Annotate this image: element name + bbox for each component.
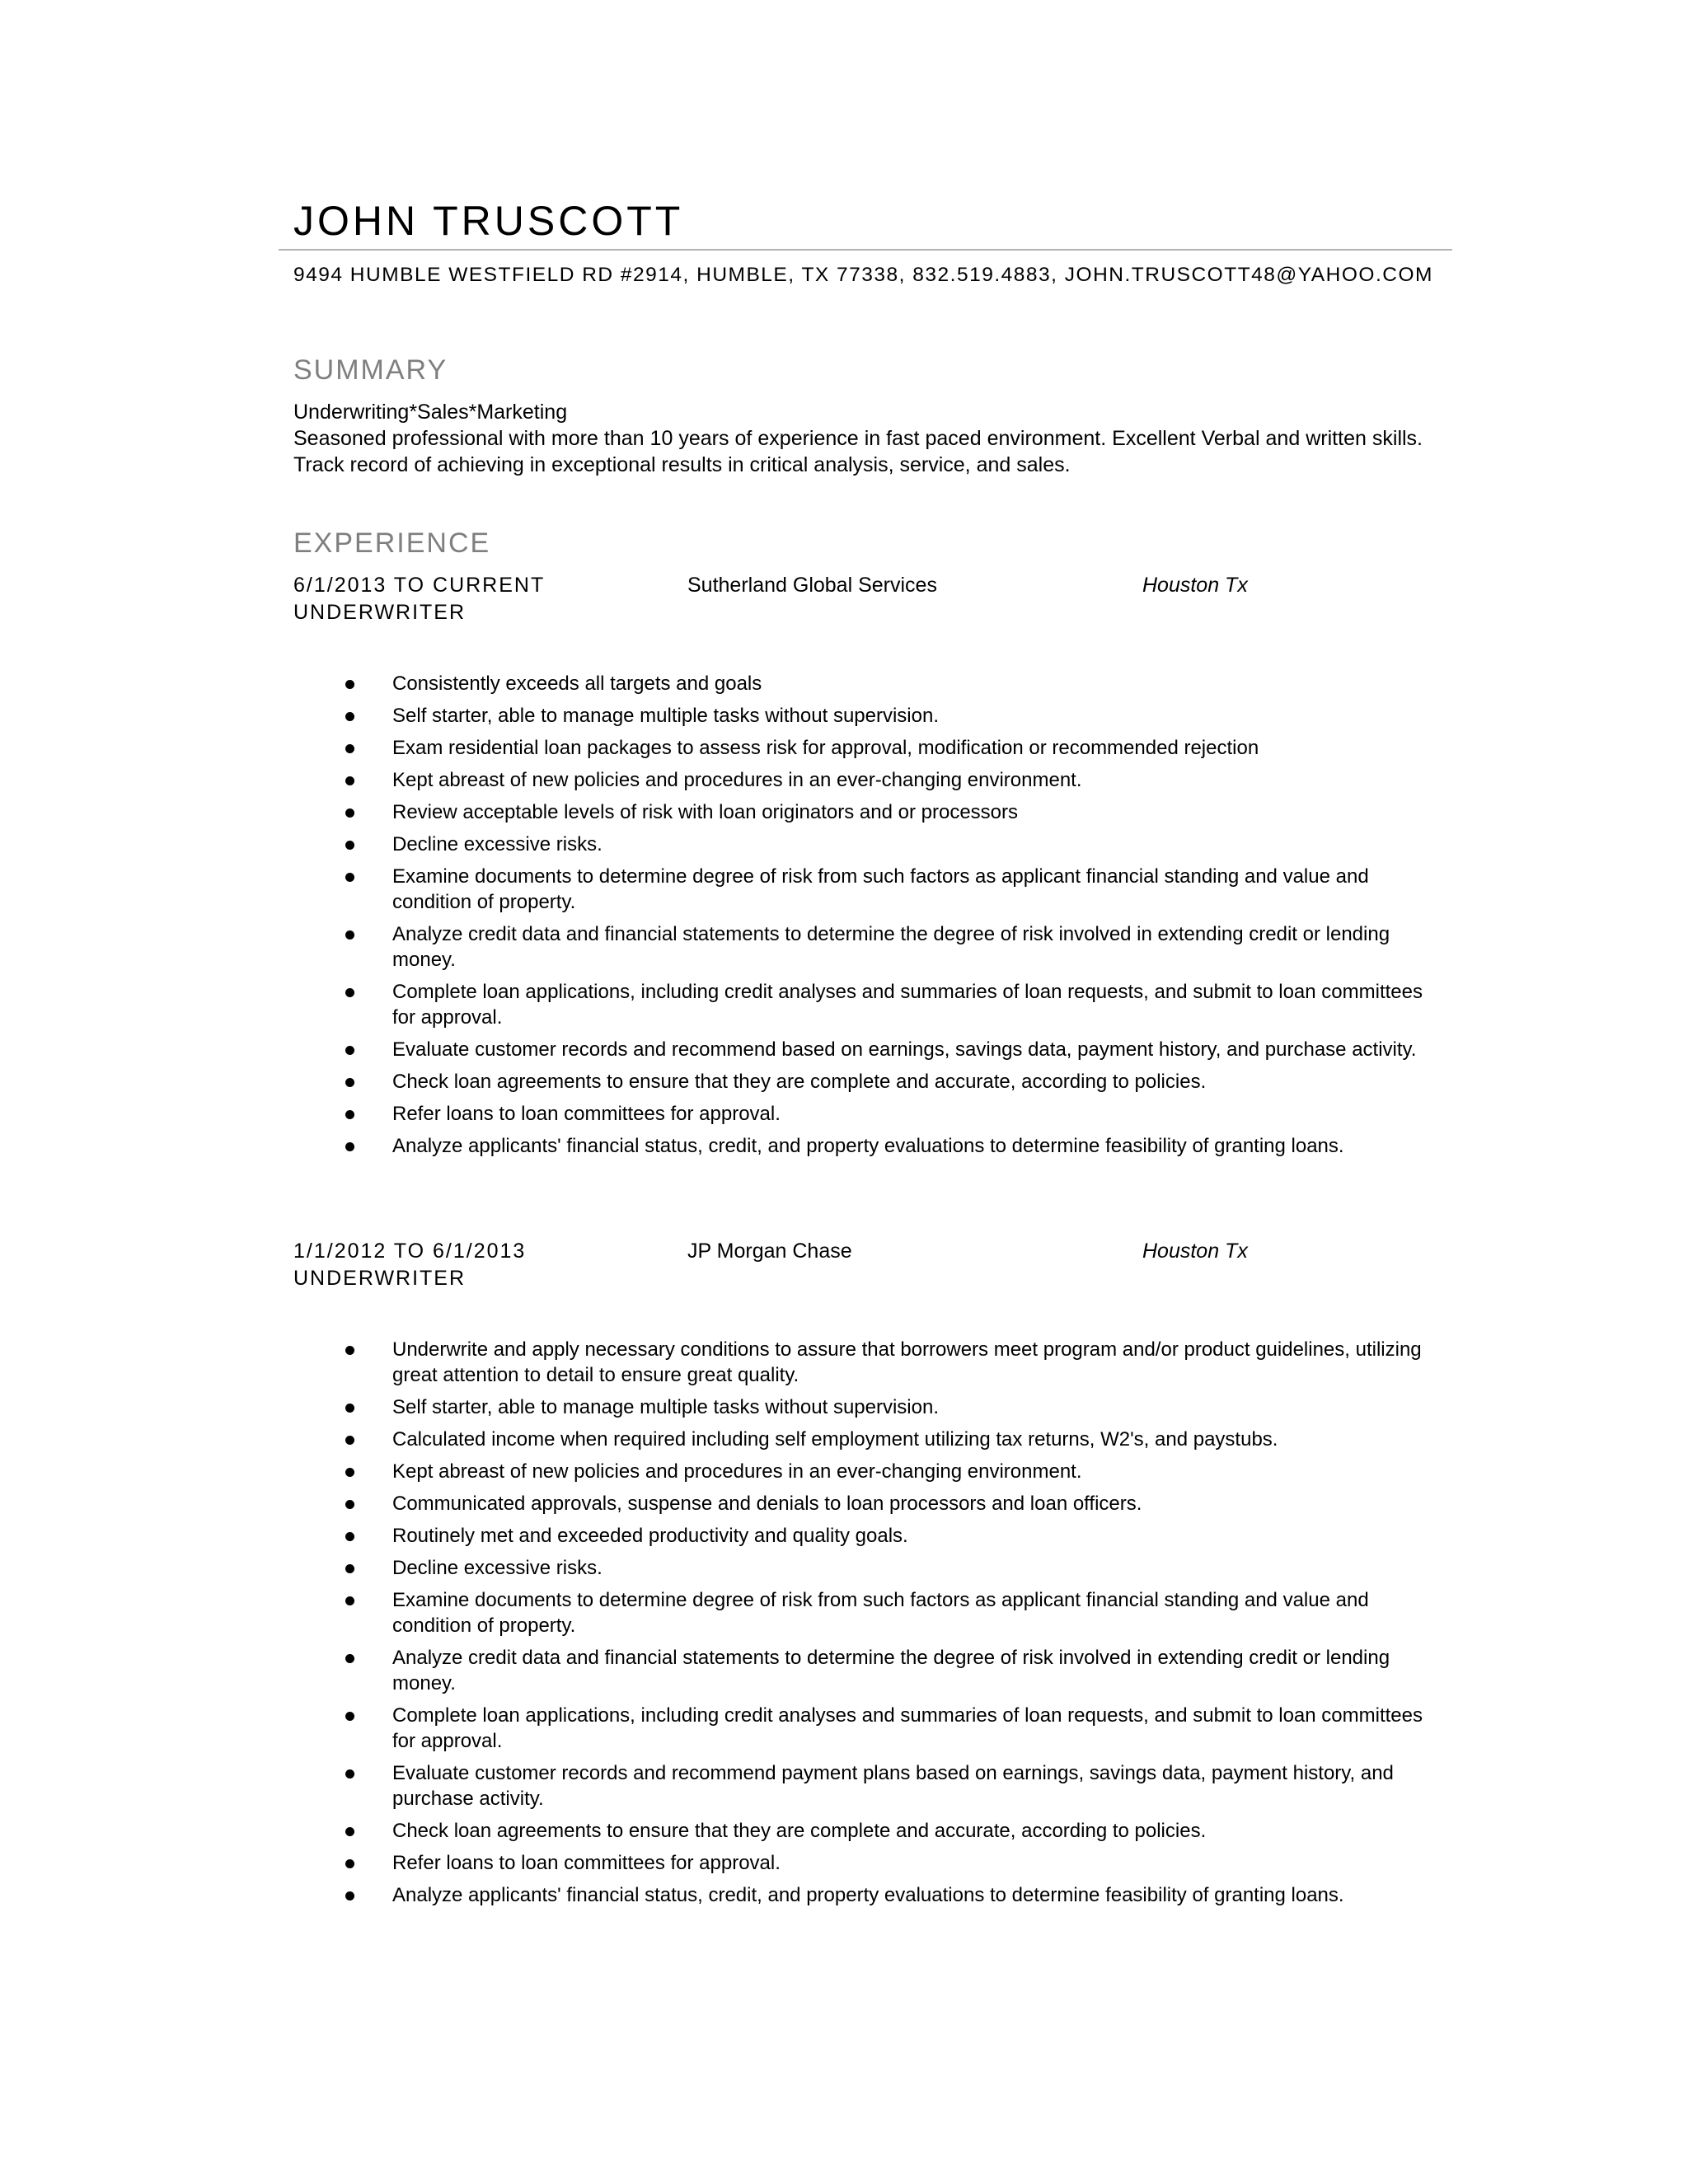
list-item [345,921,1441,972]
bullet-icon [345,1078,354,1087]
list-item [345,1587,1441,1638]
bullet-icon [345,1654,354,1663]
job-dates: 1/1/2012 TO 6/1/2013 [293,1240,527,1263]
list-item [345,1133,1441,1159]
job-company: Sutherland Global Services [687,574,937,597]
list-item-text: Routinely met and exceeded productivity and quality goals. [392,1525,908,1547]
list-item [345,671,1441,696]
bullet-icon [345,1046,354,1055]
bullet-icon [345,1532,354,1541]
list-item [345,1850,1441,1876]
job-header [293,572,1447,630]
summary-block [293,399,1423,478]
list-item-text: Underwrite and apply necessary conditions to assure that borrowers meet program and/or product guidelines, utilizing great attention to detail to ensure great quality. [392,1338,1422,1386]
job-title: UNDERWRITER [293,601,467,624]
list-item-text: Consistently exceeds all targets and goals [392,673,762,695]
job-duties-list [345,671,1441,1165]
list-item [345,1337,1441,1388]
list-item-text: Self starter, able to manage multiple tasks without supervision. [392,705,939,727]
list-item [345,1523,1441,1549]
list-item-text: Kept abreast of new policies and procedures in an ever-changing environment. [392,1460,1082,1483]
bullet-icon [345,930,354,940]
list-item [345,1882,1441,1908]
bullet-icon [345,988,354,997]
job-title: UNDERWRITER [293,1267,467,1290]
list-item-text: Review acceptable levels of risk with loan originators and or processors [392,801,1019,823]
header-divider [279,249,1452,251]
bullet-icon [345,841,354,850]
list-item [345,1760,1441,1811]
bullet-icon [345,1404,354,1413]
summary-tagline: Underwriting*Sales*Marketing [293,401,568,424]
list-item-text: Kept abreast of new policies and procedures in an ever-changing environment. [392,769,1082,791]
list-item-text: Evaluate customer records and recommend based on earnings, savings data, payment history, and purchase activity. [392,1038,1417,1061]
list-item-text: Analyze credit data and financial statements to determine the degree of risk involved in extending credit or lending money. [392,1647,1390,1694]
job-header [293,1238,1447,1296]
contact-line: 9494 HUMBLE WESTFIELD RD #2914, HUMBLE, TX 77338, 832.519.4883, JOHN.TRUSCOTT48@YAHOO.COM [293,264,1433,286]
list-item [345,799,1441,825]
list-item [345,767,1441,793]
summary-text: Seasoned professional with more than 10 years of experience in fast paced environment. Excellent Verbal and written skills. Track record of achieving in exceptional results in critical analysis, service, and sales. [293,427,1423,476]
list-item-text: Analyze applicants' financial status, credit, and property evaluations to determine feasibility of granting loans. [392,1135,1344,1157]
list-item [345,735,1441,761]
list-item-text: Exam residential loan packages to assess risk for approval, modification or recommended rejection [392,737,1259,759]
bullet-icon [345,1596,354,1605]
list-item-text: Communicated approvals, suspense and denials to loan processors and loan officers. [392,1493,1142,1515]
list-item [345,1069,1441,1094]
bullet-icon [345,680,354,689]
list-item [345,1037,1441,1062]
list-item [345,1645,1441,1696]
bullet-icon [345,1827,354,1836]
list-item [345,1818,1441,1844]
list-item-text: Analyze credit data and financial statements to determine the degree of risk involved in extending credit or lending money. [392,923,1390,971]
list-item-text: Calculated income when required including self employment utilizing tax returns, W2's, and paystubs. [392,1428,1278,1451]
list-item [345,1459,1441,1484]
job-dates: 6/1/2013 TO CURRENT [293,574,546,597]
list-item-text: Refer loans to loan committees for approval. [392,1852,781,1874]
bullet-icon [345,1712,354,1721]
bullet-icon [345,873,354,882]
bullet-icon [345,776,354,785]
job-location: Houston Tx [1142,574,1248,597]
list-item-text: Check loan agreements to ensure that they are complete and accurate, according to policies. [392,1820,1207,1842]
list-item [345,1491,1441,1516]
list-item-text: Refer loans to loan committees for approval. [392,1103,781,1125]
list-item [345,1394,1441,1420]
bullet-icon [345,808,354,818]
experience-heading: EXPERIENCE [293,527,491,559]
list-item [345,703,1441,729]
bullet-icon [345,744,354,753]
list-item-text: Complete loan applications, including credit analyses and summaries of loan requests, and submit to loan committees for approval. [392,981,1423,1029]
list-item-text: Examine documents to determine degree of risk from such factors as applicant financial standing and value and condition of property. [392,865,1369,913]
bullet-icon [345,1769,354,1779]
bullet-icon [345,1110,354,1119]
list-item-text: Check loan agreements to ensure that they are complete and accurate, according to policies. [392,1071,1207,1093]
list-item-text: Analyze applicants' financial status, credit, and property evaluations to determine feasibility of granting loans. [392,1884,1344,1906]
bullet-icon [345,1468,354,1477]
bullet-icon [345,1891,354,1900]
candidate-name: JOHN TRUSCOTT [293,198,684,244]
bullet-icon [345,1142,354,1151]
list-item [345,864,1441,915]
list-item-text: Evaluate customer records and recommend payment plans based on earnings, savings data, payment history, and purchase activity. [392,1762,1394,1810]
list-item-text: Decline excessive risks. [392,833,603,855]
bullet-icon [345,1564,354,1573]
list-item-text: Decline excessive risks. [392,1557,603,1579]
list-item [345,832,1441,857]
bullet-icon [345,1859,354,1868]
list-item [345,1703,1441,1754]
list-item [345,1555,1441,1581]
list-item [345,979,1441,1030]
list-item-text: Examine documents to determine degree of risk from such factors as applicant financial standing and value and condition of property. [392,1589,1369,1637]
bullet-icon [345,712,354,721]
list-item [345,1427,1441,1452]
bullet-icon [345,1346,354,1355]
job-duties-list [345,1337,1441,1915]
list-item [345,1101,1441,1127]
bullet-icon [345,1436,354,1445]
bullet-icon [345,1500,354,1509]
job-location: Houston Tx [1142,1240,1248,1263]
summary-heading: SUMMARY [293,354,448,386]
list-item-text: Complete loan applications, including credit analyses and summaries of loan requests, and submit to loan committees for approval. [392,1704,1423,1752]
job-company: JP Morgan Chase [687,1240,852,1263]
list-item-text: Self starter, able to manage multiple tasks without supervision. [392,1396,939,1418]
